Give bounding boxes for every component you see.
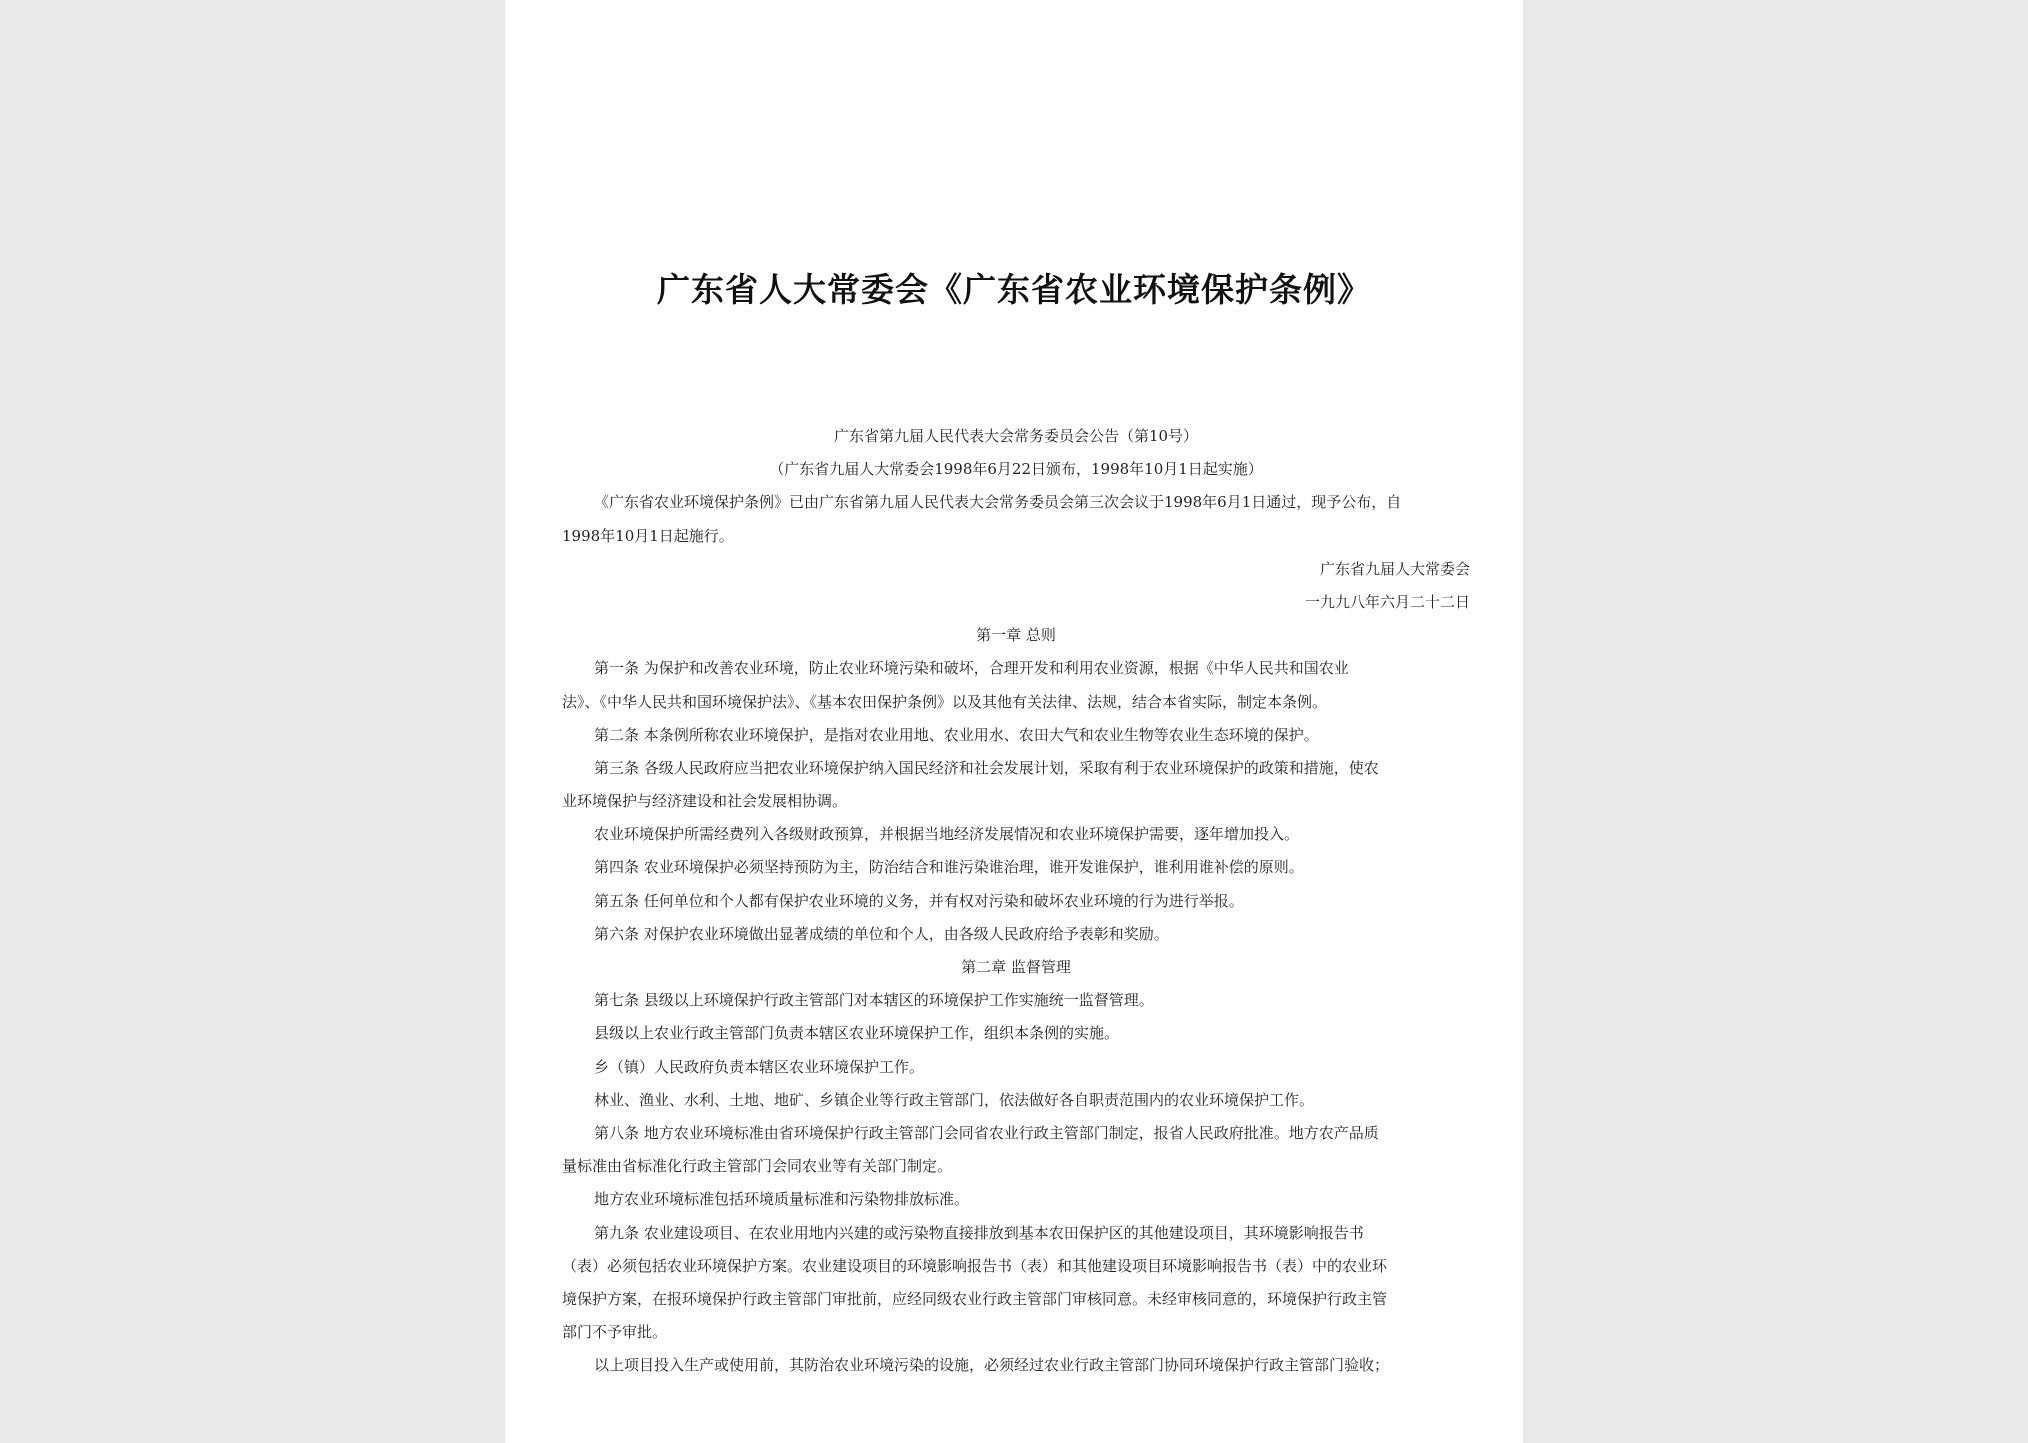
signature-org: 广东省九届人大常委会 xyxy=(1319,559,1470,578)
paragraph-line: 法》、《中华人民共和国环境保护法》、《基本农田保护条例》以及其他有关法律、法规，结合本省实际，制定本条例。 xyxy=(562,692,1328,711)
paragraph-line: 业环境保护与经济建设和社会发展相协调。 xyxy=(562,792,848,811)
paragraph-line: 第九条 农业建设项目、在农业用地内兴建的或污染物直接排放到基本农田保护区的其他建设项目，其环境影响报告书 xyxy=(594,1223,1364,1242)
paragraph-line: 量标准由省标准化行政主管部门会同农业等有关部门制定。 xyxy=(562,1157,953,1176)
paragraph-line: 第二条 本条例所称农业环境保护，是指对农业用地、农业用水、农田大气和农业生物等农业生态环境的保护。 xyxy=(594,725,1319,744)
chapter-1-content xyxy=(562,652,1470,951)
chapter-1-heading: 第一章 总则 xyxy=(976,626,1056,645)
document-title: 广东省人大常委会《广东省农业环境保护条例》 xyxy=(657,270,1371,309)
paragraph-line: 乡（镇）人民政府负责本辖区农业环境保护工作。 xyxy=(594,1057,925,1076)
paragraph-line: 林业、渔业、水利、土地、地矿、乡镇企业等行政主管部门，依法做好各自职责范围内的农业环境保护工作。 xyxy=(594,1090,1315,1109)
paragraph-line: 地方农业环境标准包括环境质量标准和污染物排放标准。 xyxy=(594,1190,970,1209)
paragraph-line: 第三条 各级人民政府应当把农业环境保护纳入国民经济和社会发展计划，采取有利于农业环境保护的政策和措施，使农 xyxy=(594,758,1379,777)
paragraph-line: 第四条 农业环境保护必须坚持预防为主，防治结合和谁污染谁治理，谁开发谁保护，谁利用谁补偿的原则。 xyxy=(594,858,1304,877)
preamble-line-1: 《广东省农业环境保护条例》已由广东省第九届人民代表大会常务委员会第三次会议于1998年6月1日通过，现予公布，自 xyxy=(594,493,1402,512)
document-page xyxy=(505,0,1523,1443)
paragraph-line: 第一条 为保护和改善农业环境，防止农业环境污染和破坏，合理开发和利用农业资源，根据《中华人民共和国农业 xyxy=(594,659,1349,678)
paragraph-line: 第六条 对保护农业环境做出显著成绩的单位和个人，由各级人民政府给予表彰和奖励。 xyxy=(594,924,1169,943)
paragraph-line: 以上项目投入生产或使用前，其防治农业环境污染的设施，必须经过农业行政主管部门协同环境保护行政主管部门验收； xyxy=(594,1356,1390,1375)
paragraph-line: 第七条 县级以上环境保护行政主管部门对本辖区的环境保护工作实施统一监督管理。 xyxy=(594,991,1154,1010)
chapter-2-heading: 第二章 监督管理 xyxy=(961,958,1071,976)
paragraph-line: 农业环境保护所需经费列入各级财政预算，并根据当地经济发展情况和农业环境保护需要，逐年增加投入。 xyxy=(594,825,1300,844)
paragraph-line: 境保护方案，在报环境保护行政主管部门审批前，应经同级农业行政主管部门审核同意。未经审核同意的，环境保护行政主管 xyxy=(562,1289,1388,1308)
enactment-note: （广东省九届人大常委会1998年6月22日颁布，1998年10月1日起实施） xyxy=(769,460,1263,479)
paragraph-line: （表）必须包括农业环境保护方案。农业建设项目的环境影响报告书（表）和其他建设项目环境影响报告书（表）中的农业环 xyxy=(562,1256,1388,1275)
chapter-2-content xyxy=(562,984,1470,1382)
paragraph-line: 第五条 任何单位和个人都有保护农业环境的义务，并有权对污染和破坏农业环境的行为进行举报。 xyxy=(594,891,1244,910)
signature-date: 一九九八年六月二十二日 xyxy=(1304,592,1470,611)
paragraph-line: 第八条 地方农业环境标准由省环境保护行政主管部门会同省农业行政主管部门制定，报省人民政府批准。地方农产品质 xyxy=(594,1123,1379,1142)
paragraph-line: 部门不予审批。 xyxy=(562,1323,668,1342)
announcement-line: 广东省第九届人民代表大会常务委员会公告（第10号） xyxy=(833,427,1199,445)
document-body xyxy=(562,420,1470,1382)
preamble-line-2: 1998年10月1日起施行。 xyxy=(562,526,734,545)
paragraph-line: 县级以上农业行政主管部门负责本辖区农业环境保护工作，组织本条例的实施。 xyxy=(594,1024,1120,1043)
